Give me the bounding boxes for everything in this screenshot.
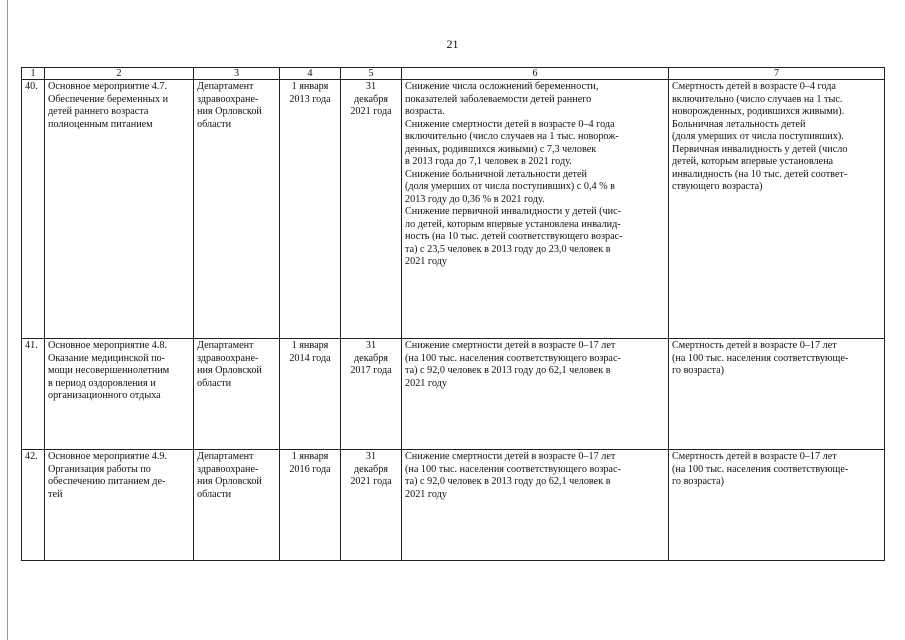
result-line: Снижение больничной летальности детей [405,168,587,180]
executor-cell [194,80,280,339]
result-line: 2021 году [405,488,447,500]
event-line: организационного отдыха [48,390,161,401]
event-line: Основное мероприятие 4.9. [48,451,168,462]
result-line: (доля умерших от числа поступивших) с 0,4 % в [405,181,615,192]
header-cell: 2 [45,68,194,80]
header-cell: 5 [341,68,402,80]
indicator-line: Первичная инвалидность у детей (число [672,143,848,155]
end-date-line: 31 [365,451,377,462]
indicator-line: го возраста) [672,476,725,487]
page-number: 21 [446,37,459,51]
executor-line: ния Орловской [197,476,262,487]
header-cell: 1 [22,68,45,80]
event-line: Основное мероприятие 4.7. [48,81,168,92]
result-line: включительно (число случаев на 1 тыс. новорож- [405,131,619,142]
result-line: ло детей, которым впервые установлена инвалид- [405,218,621,230]
end-date-cell [341,80,402,339]
end-date-cell [341,339,402,450]
result-line: Снижение смертности детей в возрасте 0–17 лет [405,451,616,462]
header-cell: 3 [194,68,280,80]
result-line: Снижение смертности детей в возрасте 0–4 года [405,118,615,130]
result-line: та) с 23,5 человек в 2013 году до 23,0 человек в [405,243,611,255]
result-line: показателей заболеваемости детей раннего [405,93,592,105]
indicator-line: Больничная летальность детей [672,118,806,130]
indicator-line: новорожденных, родившихся живыми). [672,106,845,117]
activities-table [21,67,885,561]
executor-line: здравоохране- [197,463,259,475]
result-line: (на 100 тыс. населения соответствующего возрас- [405,352,621,364]
executor-line: здравоохране- [197,352,259,364]
result-line: (на 100 тыс. населения соответствующего возрас- [405,463,621,475]
end-date-cell [341,450,402,561]
executor-line: области [197,377,232,389]
start-date-cell [280,80,341,339]
start-date-line: 1 января [291,81,329,92]
event-line: Оказание медицинской по- [48,352,166,364]
header-cell: 6 [402,68,669,80]
table-row [22,450,885,561]
end-date-line: 2017 года [350,365,392,376]
executor-cell [194,450,280,561]
result-line: возраста. [405,106,445,117]
indicator-cell [669,450,885,561]
indicator-line: Смертность детей в возрасте 0–17 лет [672,451,837,462]
indicator-line: (на 100 тыс. населения соответствующе- [672,352,849,364]
event-line: мощи несовершеннолетним [48,365,170,376]
result-line: в 2013 года до 7,1 человек в 2021 году. [405,156,572,167]
executor-line: ния Орловской [197,365,262,376]
indicator-line: Смертность детей в возрасте 0–17 лет [672,340,837,351]
table-row [22,339,885,450]
result-line: денных, родившихся живыми) с 7,3 человек [405,143,597,155]
result-cell [402,80,669,339]
event-line: обеспечению питанием де- [48,476,166,487]
result-line: Снижение смертности детей в возрасте 0–17 лет [405,340,616,351]
page-margin-line [7,0,8,640]
result-cell [402,450,669,561]
result-line: 2013 году до 0,36 % в 2021 году. [405,193,545,205]
end-date-line: декабря [354,93,388,105]
executor-line: Департамент [197,451,254,462]
end-date-line: 31 [365,81,377,92]
indicator-cell [669,80,885,339]
result-line: ность (на 10 тыс. детей соответствующего возрас- [405,231,623,242]
event-line: полноценным питанием [48,118,153,130]
indicator-line: Смертность детей в возрасте 0–4 года [672,81,836,92]
table-header-row [22,68,885,80]
executor-line: области [197,488,232,500]
indicator-line: (доля умерших от числа поступивших). [672,131,844,142]
executor-line: Департамент [197,340,254,351]
event-line: Основное мероприятие 4.8. [48,340,168,351]
end-date-line: 2021 года [350,106,392,117]
result-line: та) с 92,0 человек в 2013 году до 62,1 человек в [405,476,611,487]
row-number: 40. [22,80,45,339]
end-date-line: 2021 года [350,476,392,487]
event-line: тей [48,488,63,500]
event-cell [45,339,194,450]
start-date-cell [280,339,341,450]
executor-line: ния Орловской [197,106,262,117]
end-date-line: декабря [354,463,388,475]
header-cell: 4 [280,68,341,80]
result-cell [402,339,669,450]
event-line: в период оздоровления и [48,377,156,389]
result-line: 2021 году [405,256,447,267]
event-cell [45,80,194,339]
indicator-cell [669,339,885,450]
row-number: 42. [22,450,45,561]
indicator-line: инвалидность (на 10 тыс. детей соответ- [672,168,848,180]
indicator-line: (на 100 тыс. населения соответствующе- [672,463,849,475]
executor-line: Департамент [197,81,254,92]
start-date-line: 1 января [291,451,329,462]
end-date-line: декабря [354,352,388,364]
indicator-line: ствующего возраста) [672,181,763,192]
start-date-line: 2016 года [289,463,331,475]
result-line: 2021 году [405,377,447,389]
start-date-line: 2014 года [289,352,331,364]
indicator-line: го возраста) [672,365,725,376]
event-line: Организация работы по [48,463,151,475]
executor-line: здравоохране- [197,93,259,105]
row-number: 41. [22,339,45,450]
start-date-line: 2013 года [289,93,331,105]
event-cell [45,450,194,561]
executor-line: области [197,118,232,130]
table-row [22,80,885,339]
start-date-line: 1 января [291,340,329,351]
indicator-line: включительно (число случаев на 1 тыс. [672,93,843,105]
header-cell: 7 [669,68,885,80]
end-date-line: 31 [365,340,377,351]
executor-cell [194,339,280,450]
event-line: Обеспечение беременных и [48,93,169,105]
result-line: та) с 92,0 человек в 2013 году до 62,1 человек в [405,365,611,376]
start-date-cell [280,450,341,561]
indicator-line: детей, которым впервые установлена [672,156,834,167]
result-line: Снижение числа осложнений беременности, [405,81,599,92]
event-line: детей раннего возраста [48,106,149,117]
result-line: Снижение первичной инвалидности у детей (чис- [405,206,621,217]
